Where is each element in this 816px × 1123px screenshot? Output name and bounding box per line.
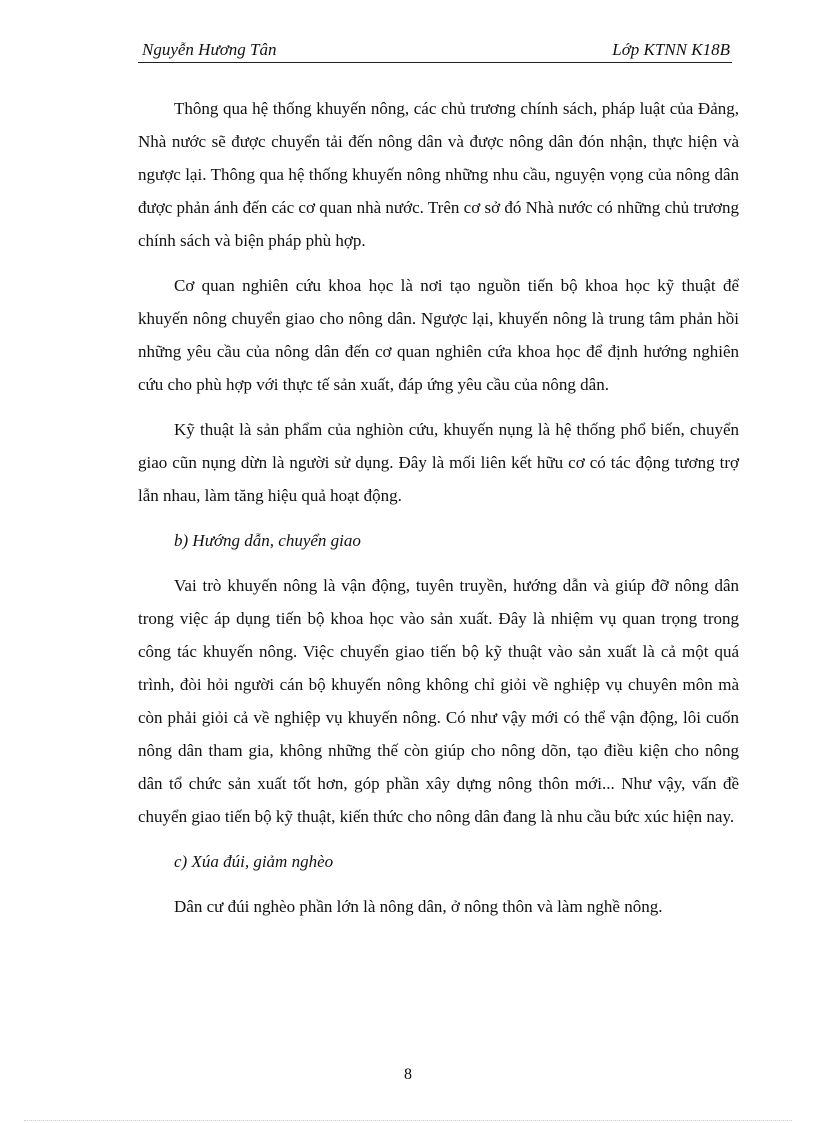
paragraph-2: Cơ quan nghiên cứu khoa học là nơi tạo nguồn tiến bộ khoa học kỹ thuật để khuyến nông chuyển giao cho nông dân. Ngược lại, khuyến nông là trung tâm phản hồi những yêu cầu của nông dân đến cơ quan nghiên cứa khoa học để định hướng nghiên cứu cho phù hợp với thực tế sản xuất, đáp ứng yêu cầu của nông dân. bbox=[138, 276, 739, 394]
section-heading-b: b) Hướng dẫn, chuyển giao bbox=[174, 531, 361, 550]
document-body bbox=[138, 92, 739, 935]
header-class: Lớp KTNN K18B bbox=[612, 40, 730, 59]
header-author: Nguyễn Hương Tân bbox=[142, 40, 277, 59]
paragraph-4: Vai trò khuyến nông là vận động, tuyên truyền, hướng dẫn và giúp đỡ nông dân trong việc áp dụng tiến bộ khoa học vào sản xuất. Đây là nhiệm vụ quan trọng trong công tác khuyến nông. Việc chuyển giao tiến bộ kỹ thuật vào sản xuất là cả một quá trình, đòi hỏi người cán bộ khuyến nông không chỉ giỏi về nghiệp vụ chuyên môn mà còn phải giỏi cả về nghiệp vụ khuyến nông. Có như vậy mới có thể vận động, lôi cuốn nông dân tham gia, không những thế còn giúp cho nông dõn, tạo điều kiện cho nông dân tổ chức sản xuất tốt hơn, góp phần xây dựng nông thôn mới... Như vậy, vấn đề chuyển giao tiến bộ kỹ thuật, kiến thức cho nông dân đang là nhu cầu bức xúc hiện nay. bbox=[138, 576, 739, 826]
page-bottom-edge bbox=[24, 1120, 792, 1121]
page-number: 8 bbox=[404, 1066, 412, 1083]
paragraph-1: Thông qua hệ thống khuyến nông, các chủ trương chính sách, pháp luật của Đảng, Nhà nước sẽ được chuyển tải đến nông dân và được nông dân đón nhận, thực hiện và ngược lại. Thông qua hệ thống khuyến nông những nhu cầu, nguyện vọng của nông dân được phản ánh đến các cơ quan nhà nước. Trên cơ sở đó Nhà nước có những chủ trương chính sách và biện pháp phù hợp. bbox=[138, 99, 739, 250]
section-heading-c: c) Xúa đúi, giảm nghèo bbox=[174, 852, 334, 871]
paragraph-5: Dân cư đúi nghèo phần lớn là nông dân, ở nông thôn và làm nghề nông. bbox=[174, 897, 663, 916]
paragraph-3: Kỹ thuật là sản phẩm của nghiòn cứu, khuyến nụng là hệ thống phổ biến, chuyển giao cũn nụng dừn là người sử dụng. Đây là mối liên kết hữu cơ có tác động tương trợ lẫn nhau, làm tăng hiệu quả hoạt động. bbox=[138, 420, 739, 505]
page-header bbox=[138, 38, 732, 63]
